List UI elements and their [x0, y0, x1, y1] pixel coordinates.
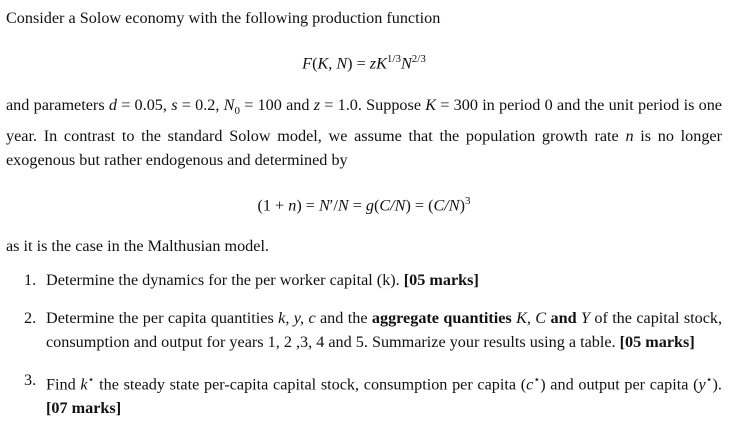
- question-1-marks: [05 marks]: [403, 271, 479, 290]
- question-list: [6, 268, 722, 420]
- question-number: 3.: [24, 371, 37, 390]
- question-1: [6, 268, 722, 292]
- production-function-equation: F(K, $N) = zK^{1/3}N^{2/3}$: [302, 53, 426, 73]
- question-2-bold-and: and: [550, 309, 577, 328]
- question-2-marks: [05 marks]: [619, 333, 695, 352]
- question-2-bold-phrase: aggregate quantities: [371, 309, 512, 328]
- question-number: 2.: [24, 309, 37, 328]
- intro-sentence: Consider a Solow economy with the following production function: [6, 9, 441, 27]
- parameters-paragraph: and parameters d = 0.05, s = 0.2, $N_0 = 100$ and z = 1.0. Suppose K = 300 in period 0 and the unit period is one year. In contrast to the standard Solow model, we assume that the population growth rate n is no longer exogenous but rather endogenous and determined by: [6, 96, 723, 169]
- question-3-marks: [07 marks]: [46, 399, 122, 418]
- intro-text: [6, 6, 722, 30]
- problem-page: [6, 6, 722, 434]
- question-2: 2. Determine the per capita quantities k, y, c and the aggregate quantities K, C and Y of the capital stock, consumption and output for years 1, 2 ,3, 4 and 5. Summarize your results using a table. [05 marks]: [6, 306, 722, 354]
- question-1-text: Determine the dynamics for the per worker capital (k).: [46, 271, 400, 290]
- malthusian-note: [6, 234, 722, 258]
- question-3: 3. Find k⋆ the steady state per-capita capital stock, consumption per capita (c⋆) and output per capita (y⋆). [07 marks]: [6, 368, 722, 420]
- question-number: 1.: [24, 271, 37, 290]
- population-growth-equation: $(1 + n) = N'/N = g(C/N) = (C/N)^3$: [257, 194, 471, 215]
- malthusian-sentence: as it is the case in the Malthusian model.: [6, 237, 269, 256]
